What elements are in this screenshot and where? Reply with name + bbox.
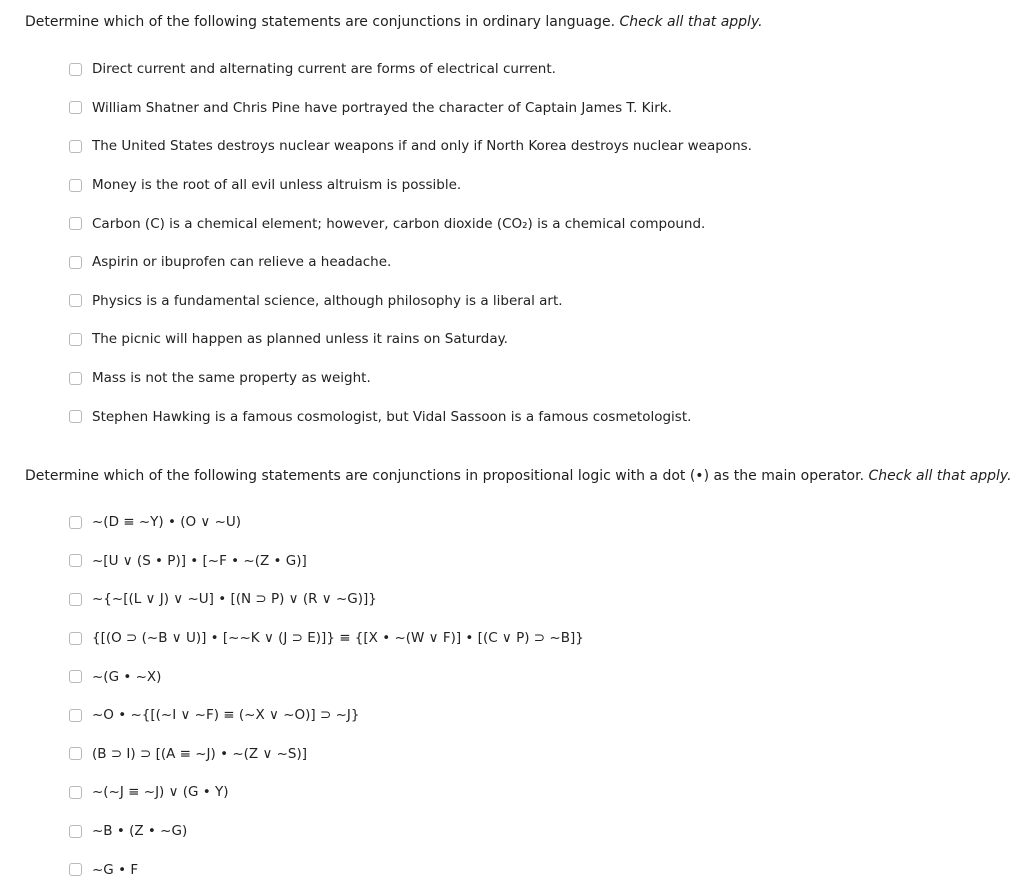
checkbox[interactable] [69, 333, 82, 346]
option-label: Aspirin or ibuprofen can relieve a headache. [92, 254, 392, 271]
option-label: The United States destroys nuclear weapons if and only if North Korea destroys nuclear weapons. [92, 138, 752, 155]
checkbox[interactable] [69, 294, 82, 307]
options-list [69, 50, 752, 436]
option-item[interactable] [69, 735, 584, 774]
option-label: ~[U ∨ (S • P)] • [~F • ~(Z • G)] [92, 552, 307, 569]
option-label: ~(~J ≡ ~J) ∨ (G • Y) [92, 784, 229, 801]
option-item[interactable] [69, 243, 752, 282]
checkbox[interactable] [69, 410, 82, 423]
checkbox[interactable] [69, 863, 82, 876]
checkbox[interactable] [69, 516, 82, 529]
option-label: Carbon (C) is a chemical element; however, carbon dioxide (CO₂) is a chemical compound. [92, 215, 706, 232]
option-item[interactable] [69, 696, 584, 735]
option-label: Physics is a fundamental science, although philosophy is a liberal art. [92, 292, 563, 309]
option-item[interactable] [69, 397, 752, 436]
checkbox[interactable] [69, 140, 82, 153]
checkbox[interactable] [69, 179, 82, 192]
checkbox[interactable] [69, 825, 82, 838]
option-label: ~G • F [92, 861, 139, 878]
prompt-text: Determine which of the following statements are conjunctions in propositional logic with a dot (•) as the main operator. [25, 468, 865, 484]
question-prompt [25, 13, 1004, 31]
option-item[interactable] [69, 503, 584, 542]
option-item[interactable] [69, 127, 752, 166]
option-label: ~(D ≡ ~Y) • (O ∨ ~U) [92, 514, 242, 531]
option-label: (B ⊃ I) ⊃ [(A ≡ ~J) • ~(Z ∨ ~S)] [92, 745, 308, 762]
option-label: ~(G • ~X) [92, 668, 162, 685]
checkbox[interactable] [69, 63, 82, 76]
option-item[interactable] [69, 50, 752, 89]
option-item[interactable] [69, 580, 584, 619]
checkbox[interactable] [69, 747, 82, 760]
prompt-instruction: Check all that apply. [868, 468, 1012, 484]
checkbox[interactable] [69, 786, 82, 799]
question-propositional-logic [25, 467, 1012, 878]
question-ordinary-language [25, 13, 1004, 425]
option-label: Mass is not the same property as weight. [92, 370, 371, 387]
checkbox[interactable] [69, 372, 82, 385]
option-item[interactable] [69, 166, 752, 205]
option-label: Money is the root of all evil unless altruism is possible. [92, 177, 462, 194]
option-label: Stephen Hawking is a famous cosmologist, but Vidal Sassoon is a famous cosmetologist. [92, 408, 692, 425]
checkbox[interactable] [69, 709, 82, 722]
option-item[interactable] [69, 89, 752, 128]
option-label: The picnic will happen as planned unless it rains on Saturday. [92, 331, 508, 348]
option-item[interactable] [69, 204, 752, 243]
checkbox[interactable] [69, 632, 82, 645]
option-label: Direct current and alternating current are forms of electrical current. [92, 61, 556, 78]
option-item[interactable] [69, 282, 752, 321]
option-item[interactable] [69, 773, 584, 812]
option-item[interactable] [69, 657, 584, 696]
option-label: William Shatner and Chris Pine have portrayed the character of Captain James T. Kirk. [92, 99, 672, 116]
question-prompt [25, 467, 1012, 485]
checkbox[interactable] [69, 554, 82, 567]
option-item[interactable] [69, 812, 584, 851]
option-item[interactable] [69, 359, 752, 398]
checkbox[interactable] [69, 256, 82, 269]
prompt-text: Determine which of the following statements are conjunctions in ordinary language. [25, 14, 616, 30]
option-item[interactable] [69, 619, 584, 658]
option-label: ~O • ~{[(~I ∨ ~F) ≡ (~X ∨ ~O)] ⊃ ~J} [92, 707, 360, 724]
option-label: {[(O ⊃ (~B ∨ U)] • [~~K ∨ (J ⊃ E)]} ≡ {[X • ~(W ∨ F)] • [(C ∨ P) ⊃ ~B]} [92, 630, 584, 647]
checkbox[interactable] [69, 670, 82, 683]
option-item[interactable] [69, 850, 584, 889]
checkbox[interactable] [69, 101, 82, 114]
option-item[interactable] [69, 320, 752, 359]
option-label: ~B • (Z • ~G) [92, 823, 188, 840]
prompt-instruction: Check all that apply. [619, 14, 763, 30]
options-list [69, 503, 584, 889]
checkbox[interactable] [69, 217, 82, 230]
option-label: ~{~[(L ∨ J) ∨ ~U] • [(N ⊃ P) ∨ (R ∨ ~G)]} [92, 591, 377, 608]
option-item[interactable] [69, 542, 584, 581]
checkbox[interactable] [69, 593, 82, 606]
